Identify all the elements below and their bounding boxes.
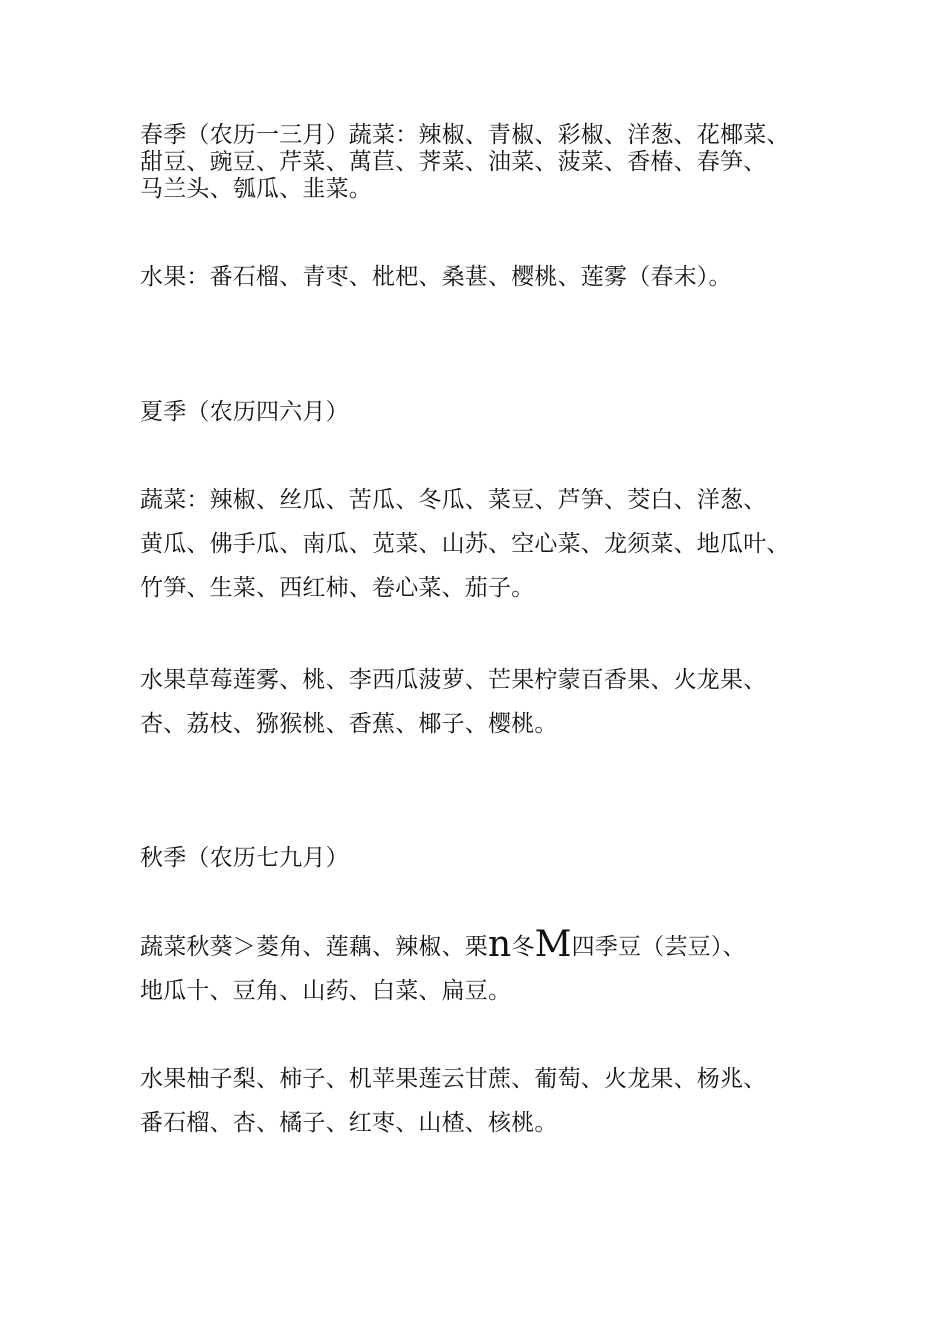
text-line: 杏、荔枝、猕猴桃、香蕉、椰子、樱桃。 — [140, 711, 558, 737]
summer-heading — [140, 399, 860, 426]
spring-vegetables-paragraph — [140, 122, 860, 203]
text-line: 春季（农历一三月）蔬菜：辣椒、青椒、彩椒、洋葱、花椰菜、 — [140, 122, 790, 148]
text-line: 番石榴、杏、橘子、红枣、山楂、核桃。 — [140, 1110, 558, 1136]
text-line: 地瓜十、豆角、山药、白菜、扁豆。 — [140, 978, 512, 1004]
autumn-heading — [140, 845, 860, 872]
text-line: 甜豆、豌豆、芹菜、萬苣、荠菜、油菜、菠菜、香椿、春笋、 — [140, 149, 767, 175]
text-run: 四季豆（芸豆）、 — [571, 934, 746, 960]
text-line: 水果：番石榴、青枣、枇杷、桑葚、樱桃、莲雾（春末）。 — [140, 264, 732, 290]
spring-fruits-paragraph — [140, 264, 860, 291]
text-line: 黄瓜、佛手瓜、南瓜、苋菜、山苏、空心菜、龙须菜、地瓜叶、 — [140, 531, 790, 557]
text-line: 马兰头、瓠瓜、韭菜。 — [140, 176, 372, 202]
text-line: 水果草莓莲雾、桃、李西瓜菠萝、芒果柠蒙百香果、火龙果、 — [140, 667, 767, 693]
section-heading: 夏季（农历四六月） — [140, 399, 349, 425]
large-glyph: n — [488, 924, 512, 965]
summer-vegetables-paragraph — [140, 478, 860, 610]
section-heading: 秋季（农历七九月） — [140, 845, 349, 871]
autumn-fruits-paragraph — [140, 1057, 860, 1145]
text-line: 竹笋、生菜、西红柿、卷心菜、茄子。 — [140, 575, 535, 601]
large-glyph: M — [534, 924, 572, 965]
text-run: 蔬菜秋葵＞菱角、莲藕、辣椒、栗 — [140, 934, 488, 960]
summer-fruits-paragraph — [140, 658, 860, 746]
text-line — [140, 925, 860, 969]
autumn-vegetables-paragraph — [140, 925, 860, 1013]
text-line: 蔬菜：辣椒、丝瓜、苦瓜、冬瓜、菜豆、芦笋、茭白、洋葱、 — [140, 487, 767, 513]
text-line: 水果柚子梨、柿子、机苹果莲云甘蔗、葡萄、火龙果、杨兆、 — [140, 1066, 767, 1092]
text-run: 冬 — [511, 934, 535, 960]
